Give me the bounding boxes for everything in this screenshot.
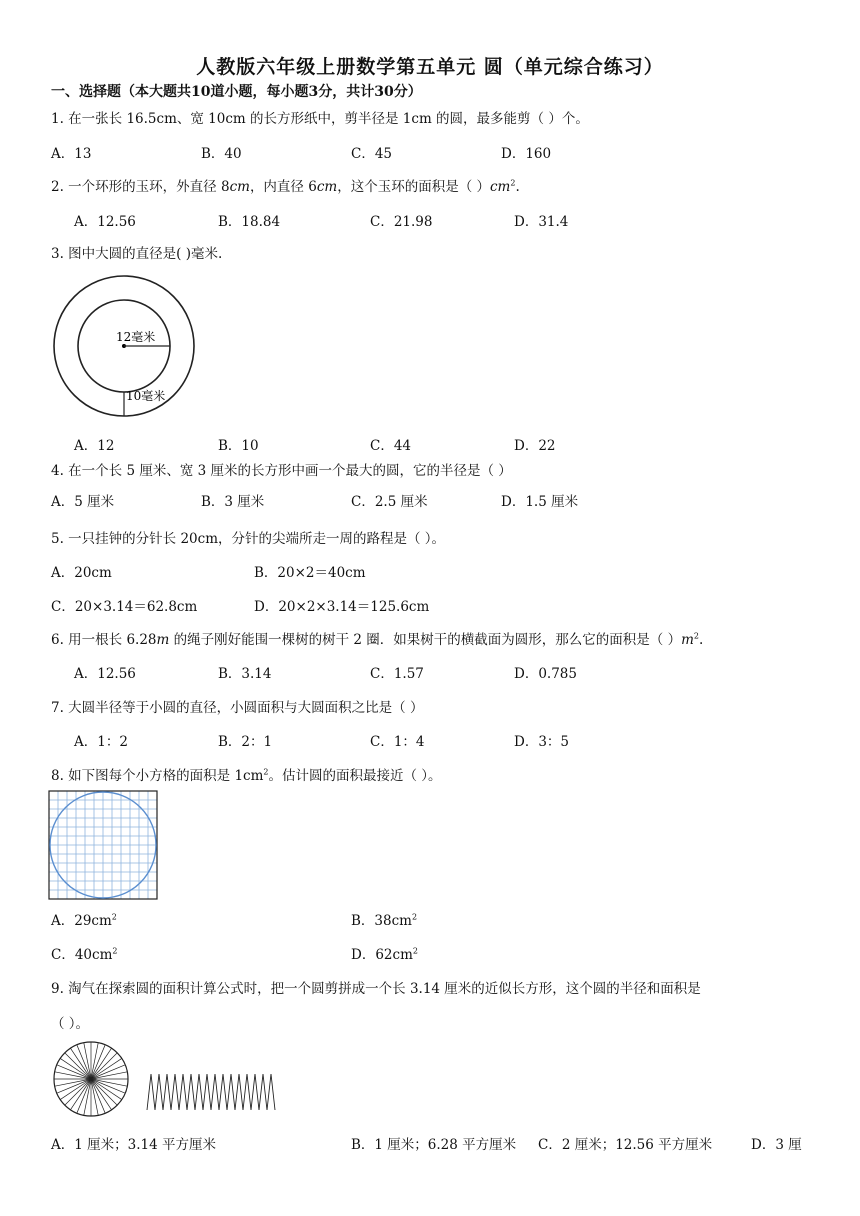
- q9-option-d[interactable]: D．3 厘: [751, 1137, 802, 1153]
- q1-option-c[interactable]: C．45: [351, 146, 393, 162]
- question-4: 4. 在一个长 5 厘米、宽 3 厘米的长方形中画一个最大的圆，它的半径是（ ）: [51, 463, 512, 479]
- q7-option-c[interactable]: C．1：4: [370, 734, 425, 750]
- question-1: 1. 在一张长 16.5cm、宽 10cm 的长方形纸中，剪半径是 1cm 的圆，最多能剪（ ）个。: [51, 111, 589, 127]
- question-8: 8. 如下图每个小方格的面积是 $1cm^2$。估计圆的面积最接近（ ）。: [51, 767, 442, 784]
- q6-option-d[interactable]: D．0.785: [514, 666, 577, 682]
- question-5: 5. 一只挂钟的分针长 20cm，分针的尖端所走一周的路程是（ ）。: [51, 531, 446, 547]
- q2-option-d[interactable]: D．31.4: [514, 214, 569, 230]
- q1-option-a[interactable]: A．13: [51, 146, 92, 162]
- q3-option-b[interactable]: B．10: [218, 438, 259, 454]
- question-7: 7. 大圆半径等于小圆的直径，小圆面积与大圆面积之比是（ ）: [51, 700, 424, 716]
- q1-option-b[interactable]: B．40: [201, 146, 242, 162]
- q3-option-a[interactable]: A．12: [74, 438, 115, 454]
- q9-option-c[interactable]: C．2 厘米；12.56 平方厘米: [538, 1137, 713, 1153]
- label-12mm: 12毫米: [116, 330, 156, 344]
- q3-option-d[interactable]: D．22: [514, 438, 556, 454]
- q5-option-c[interactable]: C．20×3.14＝62.8cm: [51, 599, 198, 615]
- q7-option-b[interactable]: B．2：1: [218, 734, 273, 750]
- q7-option-a[interactable]: A．1：2: [74, 734, 128, 750]
- q1-option-d[interactable]: D．160: [501, 146, 552, 162]
- q2-option-b[interactable]: B．18.84: [218, 214, 281, 230]
- q4-option-b[interactable]: B．3 厘米: [201, 494, 265, 510]
- sector-line: [91, 1079, 117, 1105]
- sector-line: [65, 1079, 91, 1105]
- q8-option-b[interactable]: B．$38cm^2$: [351, 912, 418, 929]
- grid-circle-figure: [48, 790, 160, 900]
- q4-option-c[interactable]: C．2.5 厘米: [351, 494, 428, 510]
- question-3: 3. 图中大圆的直径是( )毫米.: [51, 246, 223, 262]
- concentric-circles-figure: [50, 272, 200, 422]
- q4-option-a[interactable]: A．5 厘米: [51, 494, 115, 510]
- q5-option-d[interactable]: D．20×2×3.14＝125.6cm: [254, 599, 430, 615]
- q6-option-c[interactable]: C．1.57: [370, 666, 424, 682]
- question-2: 2. 一个环形的玉环，外直径 8cm，内直径 6cm，这个玉环的面积是（ ）$cm^2$.: [51, 178, 520, 195]
- approximate-rectangle-figure: [145, 1072, 281, 1112]
- question-9: 9. 淘气在探索圆的面积计算公式时，把一个圆剪拼成一个长 3.14 厘米的近似长方形，这个圆的半径和面积是: [51, 981, 701, 997]
- q2-option-c[interactable]: C．21.98: [370, 214, 433, 230]
- section-heading: 一、选择题（本大题共10道小题，每小题3分，共计30分）: [51, 84, 422, 100]
- q9-option-a[interactable]: A．1 厘米；3.14 平方厘米: [51, 1137, 216, 1153]
- q6-option-b[interactable]: B．3.14: [218, 666, 272, 682]
- q8-option-c[interactable]: C．$40cm^2$: [51, 946, 118, 963]
- q5-option-b[interactable]: B．20×2＝40cm: [254, 565, 366, 581]
- q8-option-a[interactable]: A．$29cm^2$: [51, 912, 117, 929]
- q9-option-b[interactable]: B．1 厘米；6.28 平方厘米: [351, 1137, 517, 1153]
- q5-option-a[interactable]: A．20cm: [51, 565, 112, 581]
- sector-circle-figure: [52, 1040, 132, 1120]
- q8-option-d[interactable]: D．$62cm^2$: [351, 946, 418, 963]
- sector-line: [65, 1053, 91, 1079]
- q6-option-a[interactable]: A．12.56: [74, 666, 136, 682]
- q4-option-d[interactable]: D．1.5 厘米: [501, 494, 579, 510]
- q2-option-a[interactable]: A．12.56: [74, 214, 136, 230]
- q3-option-c[interactable]: C．44: [370, 438, 412, 454]
- page-title: 人教版六年级上册数学第五单元 圆（单元综合练习）: [196, 56, 664, 78]
- question-9-blank: （ ）。: [51, 1016, 90, 1032]
- question-6: 6. 用一根长 6.28m 的绳子刚好能围一棵树的树干 2 圈．如果树干的横截面为圆形，那么它的面积是（ ）$m^2$.: [51, 631, 704, 648]
- q7-option-d[interactable]: D．3：5: [514, 734, 570, 750]
- sector-line: [91, 1053, 117, 1079]
- label-10mm: 10毫米: [126, 389, 166, 403]
